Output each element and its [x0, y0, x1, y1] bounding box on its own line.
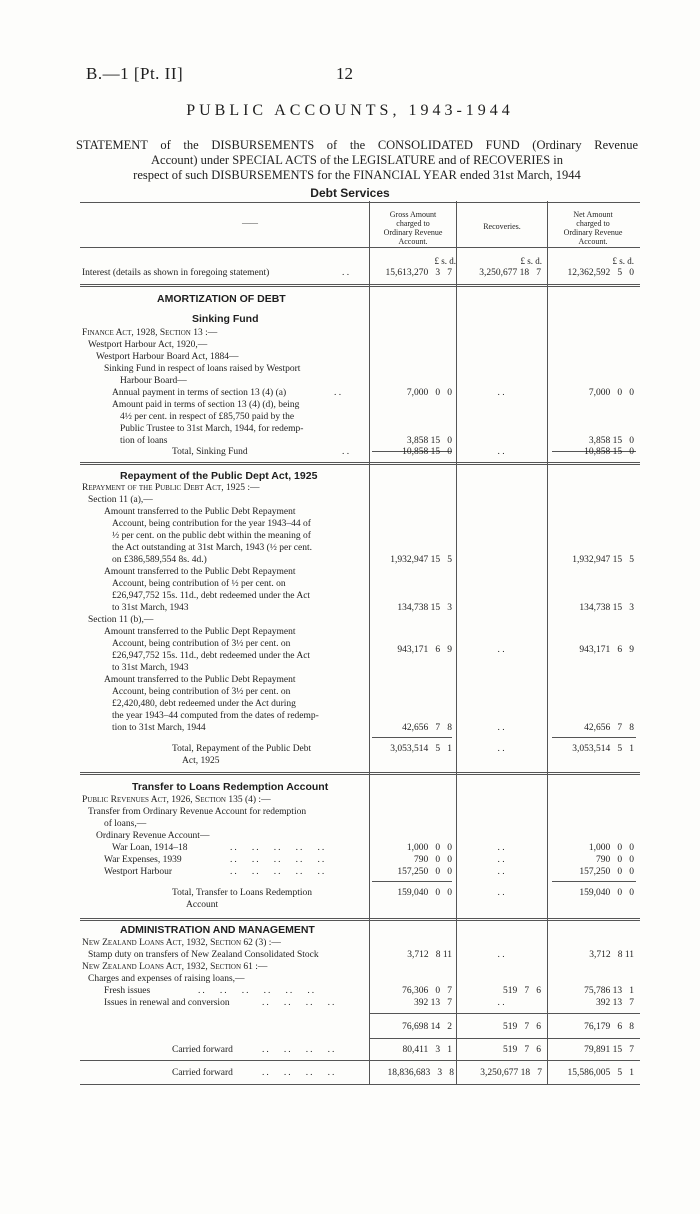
text-line: to 31st March, 1943 [112, 603, 189, 613]
column-header-recoveries: Recoveries. [483, 222, 521, 231]
interest-label: Interest (details as shown in foregoing statement) [82, 268, 270, 278]
statement-line-3: respect of such DISBURSEMENTS for the FINANCIAL YEAR ended 31st March, 1944 [133, 168, 581, 182]
list-item [0, 363, 700, 375]
carried-forward-net: 79,891 15 7 [584, 1045, 634, 1055]
war-expenses-net: 790 0 0 [596, 855, 634, 865]
text-line: Public Trustee to 31st March, 1944, for redemp- [120, 424, 304, 434]
gross-header-line: Ordinary Revenue [383, 228, 443, 237]
transfer-total-label: Total, Transfer to Loans Redemption [172, 888, 312, 898]
repayment-heading: Repayment of the Public Dept Act, 1925 [120, 470, 318, 482]
text-line: tion of loans [120, 436, 168, 446]
section-divider [80, 462, 640, 465]
list-item [0, 542, 700, 554]
gross-header-line: Gross Amount [389, 210, 437, 219]
list-item [0, 806, 700, 818]
text-line: tion to 31st March, 1944 [112, 723, 206, 733]
table-row [0, 644, 700, 656]
header-bottom-rule [80, 247, 640, 248]
table-bottom-rule [80, 1084, 640, 1085]
text-line: Account, being contribution of 3½ per cent. on [112, 687, 291, 697]
list-item [0, 423, 700, 435]
list-item [0, 937, 700, 949]
table-row [0, 949, 700, 961]
list-item [0, 818, 700, 830]
table-row [0, 1021, 700, 1033]
text-line: 4½ per cent. in respect of £85,750 paid by the [120, 412, 295, 422]
text-line: the Act outstanding at 31st March, 1943 (½ per cent. [112, 543, 312, 553]
table-row [0, 446, 700, 458]
list-item [0, 518, 700, 530]
list-item [0, 351, 700, 363]
transfer-total-gross: 159,040 0 0 [397, 888, 452, 898]
net-header-line: Net Amount [573, 210, 613, 219]
stamp-duty-net: 3,712 8 11 [589, 950, 634, 960]
text-line: Amount transferred to the Public Debt Repayment [104, 507, 296, 517]
table-row [0, 387, 700, 399]
net-header-line: Ordinary Revenue [563, 228, 623, 237]
interest-net: 12,362,592 5 0 [567, 268, 634, 278]
statement-heading [76, 138, 638, 183]
leader-dots: .. .. .. .. .. [230, 843, 327, 853]
transfer-total-net: 159,040 0 0 [579, 888, 634, 898]
table-row [0, 743, 700, 755]
list-item [0, 973, 700, 985]
page-number: 12 [336, 64, 353, 83]
subtotal-rule [372, 737, 452, 738]
gross-header-line: Account. [398, 237, 428, 246]
fresh-issues-recoveries: 519 7 6 [503, 986, 541, 996]
repayment-total-gross: 3,053,514 5 1 [390, 744, 452, 754]
admin-subtotal-recoveries: 519 7 6 [503, 1022, 541, 1032]
item2-net: 134,738 15 3 [579, 603, 634, 613]
amortization-heading: AMORTIZATION OF DEBT [157, 293, 286, 305]
text-line: Account, being contribution of ½ per cent. on [112, 579, 286, 589]
item3-gross: 943,171 6 9 [397, 645, 452, 655]
list-item [0, 327, 700, 339]
carried-forward-total-label: Carried forward [172, 1068, 233, 1078]
section-divider [80, 772, 640, 775]
currency-header-recoveries: £ s. d. [520, 256, 542, 266]
list-item [0, 626, 700, 638]
admin-heading: ADMINISTRATION AND MANAGEMENT [120, 924, 315, 936]
list-item [0, 710, 700, 722]
subtotal-rule [369, 1013, 640, 1014]
text-line: Repayment of the Public Debt Act, 1925 :— [82, 483, 260, 493]
recoveries-empty: . . [497, 950, 505, 960]
recoveries-empty: . . [497, 888, 505, 898]
sinking-total-gross: 10,858 15 0 [402, 447, 452, 457]
westport-net: 157,250 0 0 [579, 867, 634, 877]
text-line: Westport Harbour Board Act, 1884— [96, 352, 239, 362]
annual-payment-net: 7,000 0 0 [588, 388, 634, 398]
subtotal-rule [369, 1038, 640, 1039]
table-row [0, 866, 700, 878]
list-item [0, 506, 700, 518]
recoveries-empty: . . [497, 867, 505, 877]
war-expenses-label: War Expenses, 1939 [104, 855, 182, 865]
text-line: New Zealand Loans Act, 1932, Section 61 :— [82, 962, 268, 972]
text-line: Account, being contribution for the year 1943–44 of [112, 519, 311, 529]
net-header-line: charged to [576, 219, 610, 228]
item4-net: 42,656 7 8 [584, 723, 634, 733]
list-item [0, 375, 700, 387]
leader-dots: .. .. .. .. [262, 1045, 337, 1055]
section-divider [80, 918, 640, 921]
table-row [0, 722, 700, 734]
amount-paid-gross: 3,858 15 0 [406, 436, 452, 446]
text-line: Harbour Board— [120, 376, 187, 386]
table-row [0, 1067, 700, 1079]
annual-payment-gross: 7,000 0 0 [406, 388, 452, 398]
currency-header-gross: £ s. d. [434, 256, 456, 266]
stamp-duty-label: Stamp duty on transfers of New Zealand Consolidated Stock [88, 950, 319, 960]
text-line: Public Revenues Act, 1926, Section 135 (4) :— [82, 795, 271, 805]
list-item [0, 578, 700, 590]
text-line: £2,420,480, debt redeemed under the Act during [112, 699, 296, 709]
text-line: to 31st March, 1943 [112, 663, 189, 673]
text-line: £26,947,752 15s. 11d., debt redeemed under the Act [112, 591, 311, 601]
text-line: Amount transferred to the Public Debt Repayment [104, 567, 296, 577]
war-loan-net: 1,000 0 0 [588, 843, 634, 853]
list-item [0, 566, 700, 578]
renewal-net: 392 13 7 [596, 998, 634, 1008]
leader-dots: .. .. .. .. .. .. [198, 986, 317, 996]
text-line: Charges and expenses of raising loans,— [88, 974, 245, 984]
statement-line-2: Account) under SPECIAL ACTS of the LEGISLATURE and of RECOVERIES in [151, 153, 563, 167]
interest-gross: 15,613,270 3 7 [385, 268, 452, 278]
text-line: Transfer from Ordinary Revenue Account for redemption [88, 807, 307, 817]
recoveries-empty: . . [497, 843, 505, 853]
column-header-description: —— [242, 218, 258, 227]
carried-forward-gross: 80,411 3 1 [402, 1045, 452, 1055]
list-item [0, 482, 700, 494]
table-row [0, 842, 700, 854]
text-line: £26,947,752 15s. 11d., debt redeemed under the Act [112, 651, 311, 661]
section-title: Debt Services [310, 186, 390, 200]
page-title: PUBLIC ACCOUNTS, 1943-1944 [186, 102, 514, 119]
recoveries-empty: . . [497, 723, 505, 733]
item3-net: 943,171 6 9 [579, 645, 634, 655]
fresh-issues-net: 75,786 13 1 [584, 986, 634, 996]
subtotal-rule [372, 881, 452, 882]
row-rule [80, 1060, 640, 1061]
item4-gross: 42,656 7 8 [402, 723, 452, 733]
list-item [0, 590, 700, 602]
list-item [0, 339, 700, 351]
column-header-gross [372, 210, 454, 246]
text-line: Ordinary Revenue Account— [96, 831, 210, 841]
list-item [0, 755, 700, 767]
leader-dots: .. .. .. .. [262, 998, 337, 1008]
carried-forward-total-net: 15,586,005 5 1 [567, 1068, 634, 1078]
text-line: ½ per cent. on the public debt within the meaning of [112, 531, 311, 541]
table-top-rule [80, 202, 640, 203]
recoveries-empty: . . [497, 447, 505, 457]
list-item [0, 662, 700, 674]
sinking-fund-heading: Sinking Fund [192, 313, 259, 325]
item2-gross: 134,738 15 3 [397, 603, 452, 613]
war-loan-label: War Loan, 1914–18 [112, 843, 188, 853]
sinking-total-label: Total, Sinking Fund [172, 447, 248, 457]
text-line: Section 11 (a),— [88, 495, 153, 505]
fresh-issues-gross: 76,306 0 7 [402, 986, 452, 996]
leader-dots: .. .. .. .. .. [230, 855, 327, 865]
carried-forward-total-recoveries: 3,250,677 18 7 [480, 1068, 542, 1078]
table-row [0, 887, 700, 899]
repayment-total-net: 3,053,514 5 1 [572, 744, 634, 754]
carried-forward-total-gross: 18,836,683 3 8 [387, 1068, 454, 1078]
renewal-gross: 392 13 7 [414, 998, 452, 1008]
interest-recoveries: 3,250,677 18 7 [479, 268, 541, 278]
transfer-heading: Transfer to Loans Redemption Account [132, 781, 329, 793]
repayment-total-label: Total, Repayment of the Public Debt [172, 744, 312, 754]
sinking-total-net: 10,858 15 0 [584, 447, 634, 457]
leader-dots: . . [334, 388, 342, 398]
net-header-line: Account. [578, 237, 608, 246]
list-item [0, 830, 700, 842]
admin-subtotal-gross: 76,698 14 2 [402, 1022, 452, 1032]
text-line: Act, 1925 [182, 756, 220, 766]
war-loan-gross: 1,000 0 0 [406, 843, 452, 853]
text-line: on £386,589,554 8s. 4d.) [112, 555, 207, 565]
list-item [0, 794, 700, 806]
text-line: the year 1943–44 computed from the dates of redemp- [112, 711, 319, 721]
text-line: Account, being contribution of 3½ per cent. on [112, 639, 291, 649]
leader-dots: . . [342, 447, 350, 457]
recoveries-empty: . . [497, 855, 505, 865]
subtotal-rule [552, 737, 636, 738]
text-line: Amount paid in terms of section 13 (4) (d), being [112, 400, 300, 410]
recoveries-empty: . . [497, 388, 505, 398]
admin-subtotal-net: 76,179 6 8 [584, 1022, 634, 1032]
text-line: Westport Harbour Act, 1920,— [88, 340, 208, 350]
table-row [0, 997, 700, 1009]
gross-header-line: charged to [396, 219, 430, 228]
subtotal-rule [552, 881, 636, 882]
text-line: Section 11 (b),— [88, 615, 154, 625]
list-item [0, 899, 700, 911]
recoveries-empty: . . [497, 744, 505, 754]
text-line: Account [186, 900, 219, 910]
renewal-label: Issues in renewal and conversion [104, 998, 230, 1008]
text-line: Finance Act, 1928, Section 13 :— [82, 328, 218, 338]
table-row [0, 1044, 700, 1056]
fresh-issues-label: Fresh issues [104, 986, 151, 996]
table-row [0, 985, 700, 997]
leader-dots: .. .. .. .. [262, 1068, 337, 1078]
westport-gross: 157,250 0 0 [397, 867, 452, 877]
text-line: of loans,— [104, 819, 147, 829]
war-expenses-gross: 790 0 0 [414, 855, 452, 865]
recoveries-empty: . . [497, 998, 505, 1008]
item1-net: 1,932,947 15 5 [572, 555, 634, 565]
currency-header-net: £ s. d. [612, 256, 634, 266]
statement-line-1: STATEMENT of the DISBURSEMENTS of the CONSOLIDATED FUND (Ordinary Revenue [76, 138, 638, 152]
amount-paid-net: 3,858 15 0 [588, 436, 634, 446]
list-item [0, 530, 700, 542]
item1-gross: 1,932,947 15 5 [390, 555, 452, 565]
table-row [0, 267, 700, 279]
westport-label: Westport Harbour [104, 867, 173, 877]
leader-dots: .. .. .. .. .. [230, 867, 327, 877]
text-line: New Zealand Loans Act, 1932, Section 62 (3) :— [82, 938, 281, 948]
document-reference: B.—1 [Pt. II] [86, 64, 184, 83]
section-divider [80, 284, 640, 287]
table-row [0, 854, 700, 866]
list-item [0, 411, 700, 423]
list-item [0, 399, 700, 411]
list-item [0, 494, 700, 506]
list-item [0, 674, 700, 686]
annual-payment-label: Annual payment in terms of section 13 (4) (a) [112, 388, 287, 398]
table-row [0, 554, 700, 566]
stamp-duty-gross: 3,712 8 11 [407, 950, 452, 960]
list-item [0, 698, 700, 710]
table-row [0, 602, 700, 614]
carried-forward-label: Carried forward [172, 1045, 233, 1055]
leader-dots: . . [342, 268, 350, 278]
text-line: Amount transferred to the Public Debt Repayment [104, 675, 296, 685]
recoveries-empty: . . [497, 645, 505, 655]
text-line: Sinking Fund in respect of loans raised by Westport [104, 364, 301, 374]
list-item [0, 961, 700, 973]
list-item [0, 614, 700, 626]
carried-forward-recoveries: 519 7 6 [503, 1045, 541, 1055]
list-item [0, 686, 700, 698]
column-header-net [550, 210, 636, 246]
text-line: Amount transferred to the Public Dept Repayment [104, 627, 296, 637]
